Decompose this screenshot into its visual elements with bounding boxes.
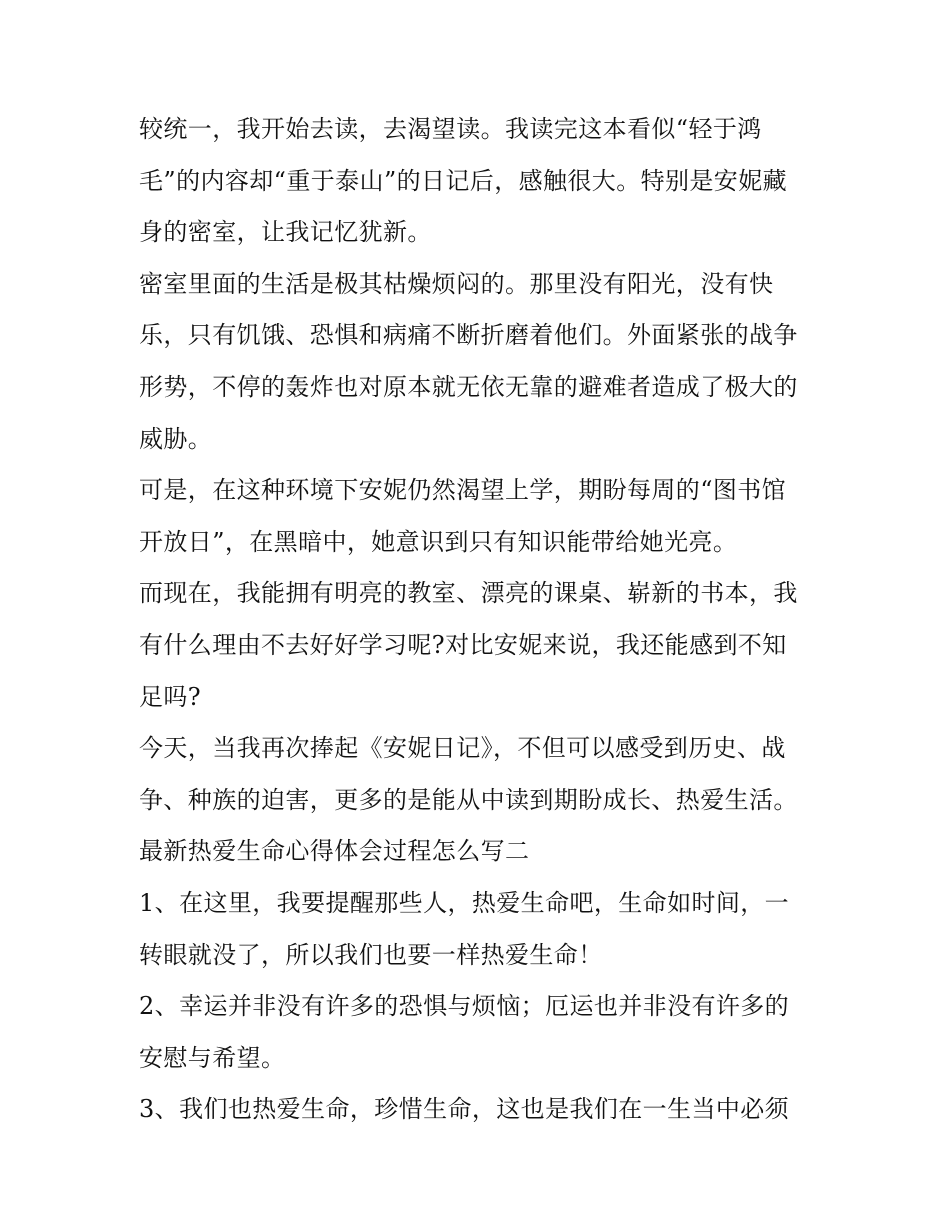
text-line-6: 形势，不停的轰炸也对原本就无依无靠的避难者造成了极大的 xyxy=(139,372,798,401)
text-line-3: 身的密室，让我记忆犹新。 xyxy=(139,218,432,247)
text-line-9: 开放日”，在黑暗中，她意识到只有知识能带给她光亮。 xyxy=(139,527,738,556)
text-line-19: 安慰与希望。 xyxy=(139,1043,286,1072)
text-line-16: 1、在这里，我要提醒那些人，热爱生命吧，生命如时间，一 xyxy=(139,888,790,917)
text-line-5: 乐，只有饥饿、恐惧和病痛不断折磨着他们。外面紧张的战争 xyxy=(139,321,798,350)
text-line-20: 3、我们也热爱生命，珍惜生命，这也是我们在一生当中必须 xyxy=(139,1095,790,1124)
text-line-11: 有什么理由不去好好学习呢?对比安妮来说，我还能感到不知 xyxy=(139,630,787,659)
text-line-7: 威胁。 xyxy=(139,424,213,453)
document-body xyxy=(139,104,819,1136)
text-line-4: 密室里面的生活是极其枯燥烦闷的。那里没有阳光，没有快 xyxy=(139,269,774,298)
section-heading: 最新热爱生命心得体会过程怎么写二 xyxy=(139,837,530,866)
text-line-14: 争、种族的迫害，更多的是能从中读到期盼成长、热爱生活。 xyxy=(139,785,798,814)
text-line-17: 转眼就没了，所以我们也要一样热爱生命！ xyxy=(139,940,603,969)
text-line-1: 较统一，我开始去读，去渴望读。我读完这本看似“轻于鸿 xyxy=(139,115,762,143)
text-line-10: 而现在，我能拥有明亮的教室、漂亮的课桌、崭新的书本，我 xyxy=(139,579,798,608)
text-line-12: 足吗? xyxy=(139,682,202,711)
text-line-2: 毛”的内容却“重于泰山”的日记后，感触很大。特别是安妮藏 xyxy=(139,166,788,195)
text-line-18: 2、幸运并非没有许多的恐惧与烦恼；厄运也并非没有许多的 xyxy=(139,992,790,1021)
text-line-8: 可是，在这种环境下安妮仍然渴望上学，期盼每周的“图书馆 xyxy=(139,476,787,505)
text-line-13: 今天，当我再次捧起《安妮日记》，不但可以感受到历史、战 xyxy=(139,734,786,763)
